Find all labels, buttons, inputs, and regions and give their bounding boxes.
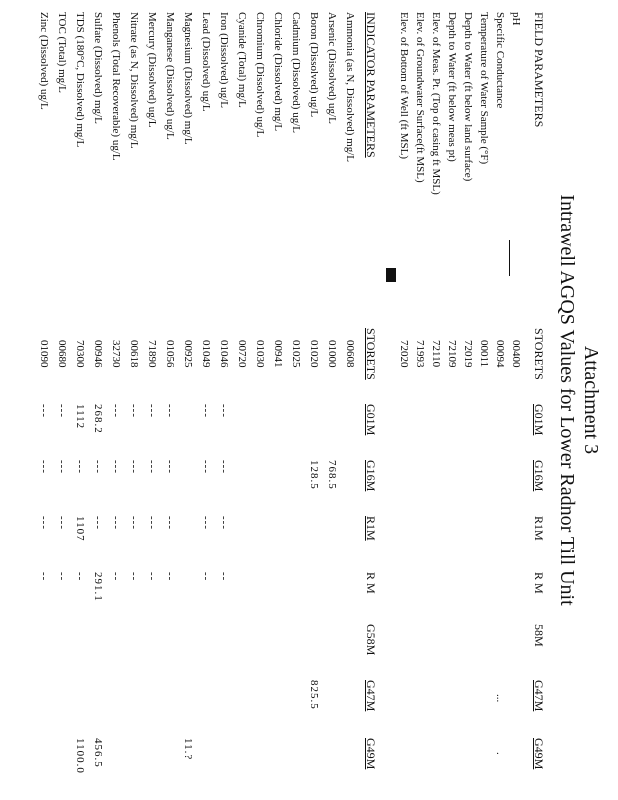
indicator-row-label: Sulfate (Dissolved) mg/L — [92, 12, 104, 124]
indicator-row-label: Lead (Dissolved) ug/L — [200, 12, 212, 112]
indicator-row-label: Cadmium (Dissolved) ug/L — [290, 12, 302, 133]
indicator-cell: --- — [38, 404, 50, 418]
indicator-row-storet: 01049 — [200, 340, 212, 368]
field-row-storet: 00011 — [478, 340, 490, 368]
field-row-label: Elev. of Groundwater Surface(ft MSL) — [414, 12, 426, 183]
field-row-label: Elev. of Bottom of Well (ft MSL) — [398, 12, 410, 159]
field-params-heading: FIELD PARAMETERS — [532, 12, 546, 128]
indicator-row-storet: 01020 — [308, 340, 320, 368]
indicator-cell: 768.5 — [326, 460, 338, 490]
indicator-cell: --- — [56, 516, 68, 530]
indicator-cell: --- — [218, 404, 230, 418]
scan-rule — [509, 240, 510, 276]
field-storets-heading: STORETS — [532, 328, 546, 380]
indicator-cell: --- — [146, 460, 158, 474]
indicator-row-label: Manganese (Dissolved) ug/L — [164, 12, 176, 140]
indicator-row-label: Phenols (Total Recoverable) ug/L — [110, 12, 122, 161]
field-row-label: pH — [510, 12, 522, 26]
indicator-cell: -- — [164, 572, 176, 582]
indicator-cell: --- — [110, 460, 122, 474]
field-row-storet: 00094 — [494, 340, 506, 368]
ind-col-g58m: G58M — [364, 624, 378, 656]
indicator-row-storet: 00720 — [236, 340, 248, 368]
ind-col-rm: R M — [364, 572, 378, 594]
indicator-storets-heading: STORETS — [364, 328, 378, 380]
ind-col-g01m: G01M — [364, 404, 378, 436]
indicator-row-storet: 00680 — [56, 340, 68, 368]
indicator-row-label: Magnesium (Dissolved) mg/L — [182, 12, 194, 145]
indicator-cell: 128.5 — [308, 460, 320, 490]
indicator-row-label: Chloride (Dissolved) mg/L — [272, 12, 284, 132]
indicator-cell: --- — [110, 516, 122, 530]
indicator-cell: -- — [110, 572, 122, 582]
field-row-label: Depth to Water (ft below meas pt) — [446, 12, 458, 162]
field-row-storet: 72110 — [430, 340, 442, 368]
indicator-row-label: Ammonia (as N, Dissolved) mg/L — [344, 12, 356, 163]
scan-blot — [386, 268, 396, 282]
col-rm: R M — [532, 572, 546, 594]
indicator-row-storet: 00608 — [344, 340, 356, 368]
indicator-row-label: Arsenic (Dissolved) ug/L — [326, 12, 338, 124]
indicator-cell: --- — [92, 460, 104, 474]
indicator-row-storet: 01025 — [290, 340, 302, 368]
col-r1m: R1M — [532, 516, 546, 541]
indicator-cell: --- — [56, 404, 68, 418]
col-g16m: G16M — [532, 460, 546, 492]
col-58m: 58M — [532, 624, 546, 647]
indicator-row-storet: 00946 — [92, 340, 104, 368]
indicator-cell: 1107 — [74, 516, 86, 542]
indicator-cell: --- — [74, 460, 86, 474]
indicator-cell: --- — [128, 460, 140, 474]
indicator-cell: --- — [92, 516, 104, 530]
indicator-row-label: TDS (180°C, Dissolved) mg/L — [74, 12, 86, 148]
indicator-cell: --- — [110, 404, 122, 418]
field-row-storet: 72109 — [446, 340, 458, 368]
indicator-cell: -- — [38, 572, 50, 582]
field-row-storet: 71993 — [414, 340, 426, 368]
field-row-storet: 72020 — [398, 340, 410, 368]
indicator-cell: 456.5 — [92, 738, 104, 768]
field-row-label: Specific Conductance — [494, 12, 506, 109]
indicator-cell: --- — [164, 404, 176, 418]
indicator-cell: --- — [38, 516, 50, 530]
indicator-cell: -- — [56, 572, 68, 582]
indicator-cell: --- — [200, 460, 212, 474]
indicator-cell: --- — [128, 516, 140, 530]
indicator-row-label: TOC (Total) mg/L — [56, 12, 68, 93]
indicator-row-label: Boron (Dissolved) ug/L — [308, 12, 320, 118]
indicator-heading: INDICATOR PARAMETERS — [364, 12, 378, 158]
indicator-cell: --- — [200, 516, 212, 530]
field-row-label: Temperature of Water Sample (°F) — [478, 12, 490, 165]
document-subtitle: Intrawell AGQS Values for Lower Radnor Till Unit — [556, 194, 578, 606]
indicator-row-storet: 01056 — [164, 340, 176, 368]
indicator-cell: --- — [56, 460, 68, 474]
indicator-cell: --- — [164, 460, 176, 474]
indicator-row-label: Mercury (Dissolved) ug/L — [146, 12, 158, 128]
indicator-cell: --- — [38, 460, 50, 474]
ph-mark: ... — [494, 694, 506, 703]
indicator-cell: --- — [218, 516, 230, 530]
indicator-row-label: Zinc (Dissolved) ug/L — [38, 12, 50, 110]
indicator-row-storet: 01090 — [38, 340, 50, 368]
col-g01m: G01M — [532, 404, 546, 436]
field-row-storet: 00400 — [510, 340, 522, 368]
field-row-storet: 72019 — [462, 340, 474, 368]
ind-col-r1m: R1M — [364, 516, 378, 541]
indicator-cell: --- — [200, 404, 212, 418]
indicator-cell: 11.? — [182, 738, 194, 761]
indicator-row-storet: 00941 — [272, 340, 284, 368]
indicator-cell: --- — [146, 516, 158, 530]
indicator-cell: 1112 — [74, 404, 86, 430]
field-row-label: Elev. of Meas. Pt. (Top of casing ft MSL) — [430, 12, 442, 195]
indicator-cell: -- — [146, 572, 158, 582]
indicator-cell: -- — [128, 572, 140, 582]
indicator-cell: 291.1 — [92, 572, 104, 602]
col-g47m: G47M — [532, 680, 546, 712]
indicator-row-label: Nitrate (as N, Dissolved) mg/L — [128, 12, 140, 149]
indicator-row-storet: 00925 — [182, 340, 194, 368]
indicator-cell: 825.5 — [308, 680, 320, 710]
indicator-cell: 268.2 — [92, 404, 104, 434]
indicator-cell: --- — [128, 404, 140, 418]
indicator-row-storet: 71890 — [146, 340, 158, 368]
field-row-label: Depth to Water (ft below land surface) — [462, 12, 474, 182]
indicator-cell: -- — [200, 572, 212, 582]
indicator-row-label: Cyanide (Total) mg/L — [236, 12, 248, 108]
indicator-row-label: Chromium (Dissolved) ug/L — [254, 12, 266, 138]
indicator-cell: 1100.0 — [74, 738, 86, 774]
indicator-row-storet: 01000 — [326, 340, 338, 368]
indicator-row-label: Iron (Dissolved) ug/L — [218, 12, 230, 108]
indicator-row-storet: 01046 — [218, 340, 230, 368]
indicator-cell: -- — [218, 572, 230, 582]
indicator-row-storet: 32730 — [110, 340, 122, 368]
indicator-cell: --- — [146, 404, 158, 418]
ind-col-g49m: G49M — [364, 738, 378, 770]
indicator-row-storet: 70300 — [74, 340, 86, 368]
ph-mark: . — [494, 752, 506, 755]
attachment-title: Attachment 3 — [580, 345, 602, 455]
indicator-cell: -- — [74, 572, 86, 582]
indicator-row-storet: 00618 — [128, 340, 140, 368]
ind-col-g16m: G16M — [364, 460, 378, 492]
indicator-cell: --- — [164, 516, 176, 530]
indicator-cell: --- — [218, 460, 230, 474]
indicator-row-storet: 01030 — [254, 340, 266, 368]
col-g49m: G49M — [532, 738, 546, 770]
ind-col-g47m: G47M — [364, 680, 378, 712]
